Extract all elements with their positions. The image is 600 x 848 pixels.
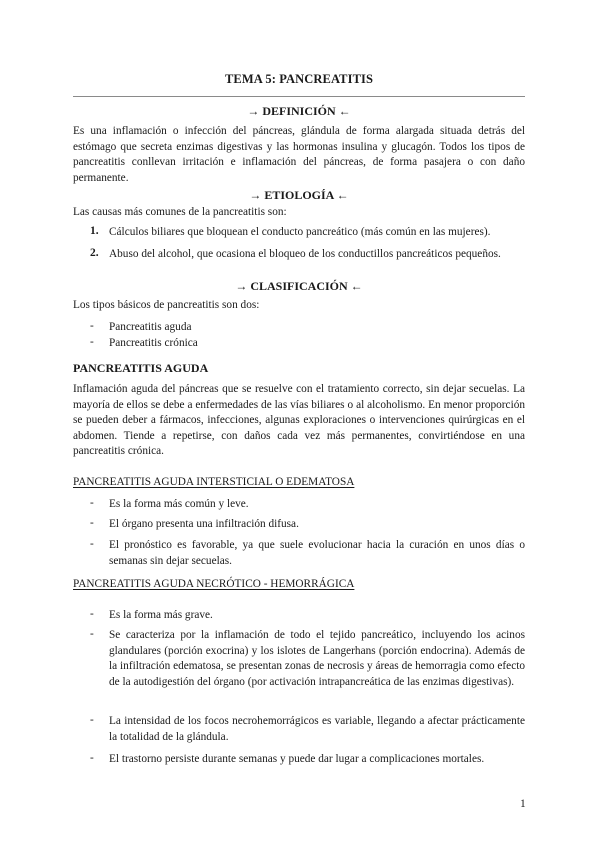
clasificacion-intro: Los tipos básicos de pancreatitis son dos: [73, 299, 260, 311]
definicion-text: Es una inflamación o infección del páncreas, glándula de forma alargada situada detrás del estómago que secreta enzimas digestivas y las hormonas insulina y glucagón. Todos los tipos de pancreatitis conllevan irritación e inflamación del páncreas, de forma pasajera o con daño permanente. [73, 125, 525, 184]
necrotico-item: Es la forma más grave. [109, 609, 213, 621]
intersticial-item: Es la forma más común y leve. [109, 498, 249, 510]
etiologia-item: Abuso del alcohol, que ocasiona el bloqueo de los conductillos pancreáticos pequeños. [109, 248, 501, 260]
bullet-dash: - [90, 608, 94, 620]
bullet-dash: - [90, 714, 94, 726]
necrotico-item: La intensidad de los focos necrohemorrágicos es variable, llegando a afectar prácticamente la totalidad de la glándula. [109, 715, 525, 743]
definicion-heading: → DEFINICIÓN ← [247, 104, 351, 118]
page-title: TEMA 5: PANCREATITIS [224, 72, 374, 86]
bullet-dash: - [90, 497, 94, 509]
intersticial-item: El pronóstico es favorable, ya que suele evolucionar hacia la curación en unos días o semanas sin dejar secuelas. [109, 539, 525, 567]
page-number: 1 [520, 798, 526, 810]
clasificacion-item: Pancreatitis crónica [109, 337, 198, 349]
etiologia-heading: → ETIOLOGÍA ← [249, 188, 349, 202]
title-divider [73, 96, 525, 97]
aguda-heading: PANCREATITIS AGUDA [73, 361, 209, 375]
intersticial-item: El órgano presenta una infiltración difusa. [109, 518, 299, 530]
bullet-dash: - [90, 517, 94, 529]
bullet-dash: - [90, 628, 94, 640]
bullet-dash: - [90, 538, 94, 550]
bullet-dash: - [90, 336, 94, 348]
etiologia-item-number: 1. [90, 225, 99, 237]
necrotico-heading: PANCREATITIS AGUDA NECRÓTICO - HEMORRÁGICA [73, 578, 355, 590]
necrotico-item: Se caracteriza por la inflamación de todo el tejido pancreático, incluyendo los acinos glandulares (porción exocrina) y los islotes de Langerhans (porción endocrina). Además de la infiltración edematosa, se presentan zonas de necrosis y áreas de hemorragia como efecto de la autodigestión del órgano (por activación intrapancreática de las enzimas digestivas). [109, 629, 525, 688]
bullet-dash: - [90, 320, 94, 332]
bullet-dash: - [90, 752, 94, 764]
etiologia-intro: Las causas más comunes de la pancreatitis son: [73, 206, 287, 218]
etiologia-item: Cálculos biliares que bloquean el conducto pancreático (más común en las mujeres). [109, 226, 491, 238]
clasificacion-heading: → CLASIFICACIÓN ← [235, 279, 363, 293]
intersticial-heading: PANCREATITIS AGUDA INTERSTICIAL O EDEMATOSA [73, 476, 355, 488]
aguda-text: Inflamación aguda del páncreas que se resuelve con el tratamiento correcto, sin dejar secuelas. La mayoría de ellos se debe a enfermedades de las vías biliares o al alcoholismo. En menor proporción se pueden deber a fármacos, infecciones, algunas exploraciones o intervenciones quirúrgicas en el abdomen. Tiende a repetirse, con daños cada vez más permanentes, convirtiéndose en una pancreatitis crónica. [73, 383, 525, 458]
etiologia-item-number: 2. [90, 247, 99, 259]
clasificacion-item: Pancreatitis aguda [109, 321, 192, 333]
necrotico-item: El trastorno persiste durante semanas y puede dar lugar a complicaciones mortales. [109, 753, 485, 765]
